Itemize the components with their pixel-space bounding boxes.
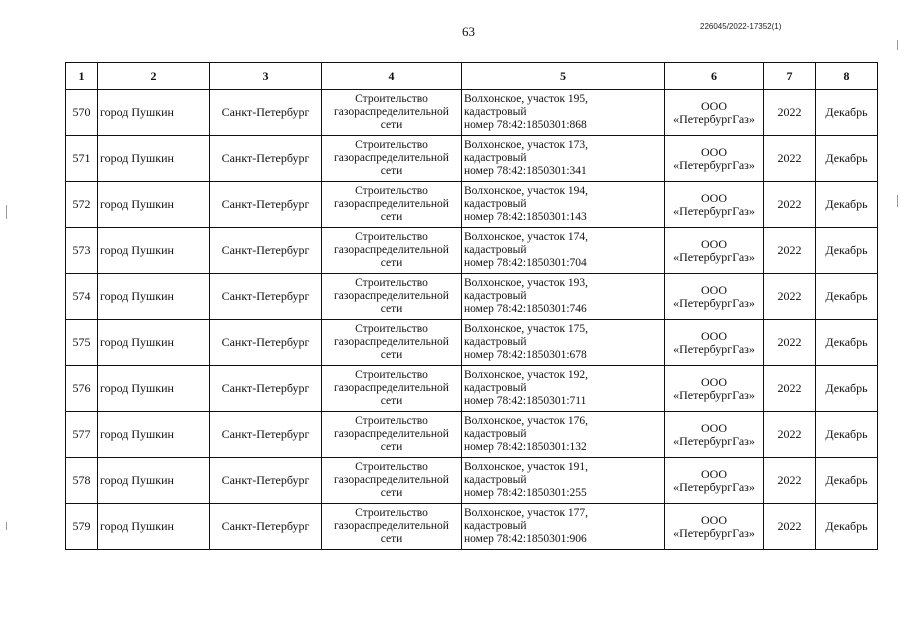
table-row <box>66 136 878 182</box>
city-cell: Санкт-Петербург <box>210 504 322 550</box>
purpose-cell: Строительство газораспределительной сети <box>322 320 462 366</box>
scan-edge-mark <box>897 40 898 50</box>
purpose-cell: Строительство газораспределительной сети <box>322 228 462 274</box>
month-cell: Декабрь <box>816 504 878 550</box>
table-row <box>66 320 878 366</box>
table-row <box>66 182 878 228</box>
row-number: 578 <box>66 458 98 504</box>
executor-cell: ООО «ПетербургГаз» <box>665 366 764 412</box>
executor-cell: ООО «ПетербургГаз» <box>665 458 764 504</box>
executor-cell: ООО «ПетербургГаз» <box>665 504 764 550</box>
row-number: 571 <box>66 136 98 182</box>
settlement-cell: город Пушкин <box>98 136 210 182</box>
executor-cell: ООО «ПетербургГаз» <box>665 320 764 366</box>
row-number: 577 <box>66 412 98 458</box>
year-cell: 2022 <box>764 228 816 274</box>
purpose-cell: Строительство газораспределительной сети <box>322 274 462 320</box>
month-cell: Декабрь <box>816 366 878 412</box>
table-row <box>66 228 878 274</box>
table-row <box>66 366 878 412</box>
purpose-cell: Строительство газораспределительной сети <box>322 90 462 136</box>
address-cell: Волхонское, участок 193, кадастровый номер 78:42:1850301:746 <box>462 274 665 320</box>
settlement-cell: город Пушкин <box>98 228 210 274</box>
address-cell: Волхонское, участок 173, кадастровый номер 78:42:1850301:341 <box>462 136 665 182</box>
scan-edge-mark <box>897 195 898 207</box>
row-number: 572 <box>66 182 98 228</box>
month-cell: Декабрь <box>816 90 878 136</box>
settlement-cell: город Пушкин <box>98 412 210 458</box>
year-cell: 2022 <box>764 412 816 458</box>
settlement-cell: город Пушкин <box>98 274 210 320</box>
executor-cell: ООО «ПетербургГаз» <box>665 136 764 182</box>
column-header: 5 <box>462 63 665 90</box>
scan-edge-mark <box>6 522 7 530</box>
city-cell: Санкт-Петербург <box>210 136 322 182</box>
month-cell: Декабрь <box>816 412 878 458</box>
table-row <box>66 412 878 458</box>
address-cell: Волхонское, участок 174, кадастровый номер 78:42:1850301:704 <box>462 228 665 274</box>
purpose-cell: Строительство газораспределительной сети <box>322 182 462 228</box>
column-header: 4 <box>322 63 462 90</box>
page-number: 63 <box>462 24 475 39</box>
purpose-cell: Строительство газораспределительной сети <box>322 366 462 412</box>
row-number: 575 <box>66 320 98 366</box>
year-cell: 2022 <box>764 182 816 228</box>
executor-cell: ООО «ПетербургГаз» <box>665 90 764 136</box>
month-cell: Декабрь <box>816 458 878 504</box>
month-cell: Декабрь <box>816 320 878 366</box>
city-cell: Санкт-Петербург <box>210 320 322 366</box>
column-header: 8 <box>816 63 878 90</box>
executor-cell: ООО «ПетербургГаз» <box>665 182 764 228</box>
year-cell: 2022 <box>764 274 816 320</box>
table-row <box>66 90 878 136</box>
month-cell: Декабрь <box>816 274 878 320</box>
column-header: 1 <box>66 63 98 90</box>
settlement-cell: город Пушкин <box>98 504 210 550</box>
address-cell: Волхонское, участок 177, кадастровый номер 78:42:1850301:906 <box>462 504 665 550</box>
row-number: 574 <box>66 274 98 320</box>
construction-plan-table <box>65 62 878 550</box>
settlement-cell: город Пушкин <box>98 366 210 412</box>
scan-edge-mark <box>6 205 7 219</box>
settlement-cell: город Пушкин <box>98 182 210 228</box>
settlement-cell: город Пушкин <box>98 458 210 504</box>
row-number: 576 <box>66 366 98 412</box>
year-cell: 2022 <box>764 136 816 182</box>
address-cell: Волхонское, участок 195, кадастровый номер 78:42:1850301:868 <box>462 90 665 136</box>
address-cell: Волхонское, участок 191, кадастровый номер 78:42:1850301:255 <box>462 458 665 504</box>
month-cell: Декабрь <box>816 228 878 274</box>
column-header: 3 <box>210 63 322 90</box>
city-cell: Санкт-Петербург <box>210 182 322 228</box>
column-header: 6 <box>665 63 764 90</box>
purpose-cell: Строительство газораспределительной сети <box>322 458 462 504</box>
purpose-cell: Строительство газораспределительной сети <box>322 504 462 550</box>
city-cell: Санкт-Петербург <box>210 412 322 458</box>
city-cell: Санкт-Петербург <box>210 228 322 274</box>
executor-cell: ООО «ПетербургГаз» <box>665 412 764 458</box>
year-cell: 2022 <box>764 320 816 366</box>
table-row <box>66 504 878 550</box>
purpose-cell: Строительство газораспределительной сети <box>322 136 462 182</box>
row-number: 579 <box>66 504 98 550</box>
table-header-row <box>66 63 878 90</box>
row-number: 573 <box>66 228 98 274</box>
city-cell: Санкт-Петербург <box>210 90 322 136</box>
address-cell: Волхонское, участок 192, кадастровый номер 78:42:1850301:711 <box>462 366 665 412</box>
address-cell: Волхонское, участок 194, кадастровый номер 78:42:1850301:143 <box>462 182 665 228</box>
table-row <box>66 274 878 320</box>
purpose-cell: Строительство газораспределительной сети <box>322 412 462 458</box>
column-header: 2 <box>98 63 210 90</box>
city-cell: Санкт-Петербург <box>210 458 322 504</box>
executor-cell: ООО «ПетербургГаз» <box>665 228 764 274</box>
column-header: 7 <box>764 63 816 90</box>
executor-cell: ООО «ПетербургГаз» <box>665 274 764 320</box>
year-cell: 2022 <box>764 366 816 412</box>
settlement-cell: город Пушкин <box>98 320 210 366</box>
year-cell: 2022 <box>764 458 816 504</box>
month-cell: Декабрь <box>816 182 878 228</box>
city-cell: Санкт-Петербург <box>210 274 322 320</box>
document-reference: 226045/2022-17352(1) <box>700 22 782 31</box>
year-cell: 2022 <box>764 90 816 136</box>
address-cell: Волхонское, участок 175, кадастровый номер 78:42:1850301:678 <box>462 320 665 366</box>
address-cell: Волхонское, участок 176, кадастровый номер 78:42:1850301:132 <box>462 412 665 458</box>
city-cell: Санкт-Петербург <box>210 366 322 412</box>
month-cell: Декабрь <box>816 136 878 182</box>
table-row <box>66 458 878 504</box>
row-number: 570 <box>66 90 98 136</box>
year-cell: 2022 <box>764 504 816 550</box>
settlement-cell: город Пушкин <box>98 90 210 136</box>
